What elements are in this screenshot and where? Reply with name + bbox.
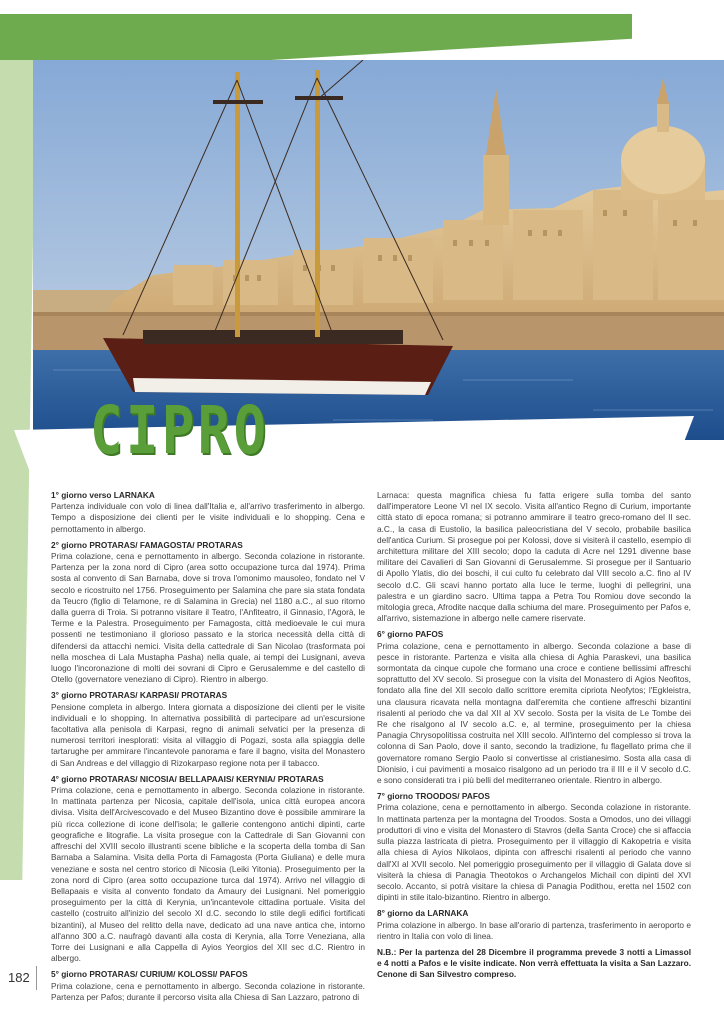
page-number-divider (36, 966, 37, 990)
day-title: 5° giorno PROTARAS/ CURIUM/ KOLOSSI/ PAFOS (51, 969, 248, 980)
day-body: Prima colazione, cena e pernottamento in albergo. Seconda colazione a base di pesce in ristorante. Partenza e visita alla chiesa di Aghia Paraskevi, una basilica sormontata da cinque cupole che formano una croce e contiene bellissimi affreschi soprattutto del XV secolo. Si prosegue con la visita del Monastero di Agios Neofitos, fondato alla fine del XII secolo dallo scrittore eremita cipriota Neofytos; l'Egkleistra, una clausura ricavata nella montagna dall'eremita che contiene affreschi bizantini risalenti al periodo che va dal XII al XV secolo. Sosta per la visita de Le Tombe dei Re che risalgono al IV secolo a.C. e, al termine, proseguimento per la chiesa Panagia Chrysopolitissa costruita nel XIII secolo. All'interno del complesso si trova la colonna di San Paolo, dove il santo, secondo la tradizione, fu flagellato prima che il governatore romano Sergio Paolo si convertisse al cristianesimo. Sosta alla casa di Dionisio, i cui pavimenti a mosaico risalgono ad un periodo tra il III e il V secolo d.C. e sono considerati tra i più belli del mediterraneo orientale. Rientro in albergo. (377, 640, 691, 786)
day-body: Prima colazione in albergo. In base all'orario di partenza, trasferimento in aeroporto e rientro in Italia con volo di linea. (377, 919, 691, 941)
day-body: Prima colazione, cena e pernottamento in albergo. Seconda colazione in ristorante. In mattinata partenza per la montagna del Troodos. Sosta a Omodos, uno dei villaggi produttori di vino e visita del Monastero di Stavros (della Santa Croce) che si affaccia sulla piazza lastricata di pietra. Proseguimento per il villaggio di Kakopetria e visita alla chiesa di Ayios Nikolaos, dipinta con affreschi risalenti al periodo che vanno dall'XI al XVII secolo. Nel pomeriggio proseguimento per il villaggio di Galata dove si visiterà la chiesa di Panagia Theotokos o Archangelos Michail con dipinti del XVI secolo. Accanto, si potrà visitare la chiesa di Panagia Podithou, eretta nel 1502 con dipinti in stile italo-bizantino. Rientro in albergo. (377, 802, 691, 903)
day-body: Larnaca: questa magnifica chiesa fu fatta erigere sulla tomba del santo dall'imperatore Leone VI nel IX secolo. Visita all'antico Regno di Curium, importante città stato di epoca romana; si potranno ammirare il teatro greco-romano del II sec. a.C., la casa di Eustolio, la basilica paleocristiana del V secolo, probabile basilica dell'antica Curium. Si prosegue poi per Kolossi, dove si visiterà il castello, esempio di architettura militare del XIII secolo; dopo la caduta di Acre nel 1291 divenne base militare dei Cavalieri di San Giovanni di Gerusalemme. Si prosegue per il Santuario di Apollo Ylatis, dio dei boschi, il cui culto fu celebrato dal VIII secolo a.C. fino al IV secolo d.C. Gli scavi hanno portato alla luce le terme, luoghi di pellegrini, una palestra e un giardino sacro. Ultima tappa a Petra Tou Romiou dove secondo la mitologia greca, Afrodite nacque dalla schiuma del mare. Proseguimento per Pafos e, all'arrivo, sistemazione in albergo nelle camere riservate. (377, 490, 691, 624)
day-title: 2° giorno PROTARAS/ FAMAGOSTA/ PROTARAS (51, 539, 243, 550)
right-column (377, 490, 691, 981)
itinerary-day (51, 774, 365, 964)
page-number: 182 (8, 970, 30, 985)
page-title: CIPRO (90, 392, 270, 469)
left-column (51, 490, 365, 1008)
day-title: 7° giorno TROODOS/ PAFOS (377, 791, 490, 802)
day-body: Prima colazione, cena e pernottamento in albergo. Seconda colazione in ristorante. Partenza per la zona nord di Cipro (area sotto occupazione turca dal 1974). Prima sosta al convento di San Barnaba, dove si trova l'omonimo mausoleo, fondato nel V secolo e ricostruito nel 1756. Proseguimento per Salamina che pare sia stata fondata da Teucro (figlio di Telamone, re di Salamina in Grecia) nel 1180 a.C., al suo ritorno dalla guerra di Troia. Si potranno visitare il Teatro, l'Anfiteatro, il Ginnasio, l'Agorà, le Terme e la Palestra. Proseguimento per Famagosta, città medioevale le cui mura possenti ne testimoniano il glorioso passato e la storica necessità della città di difendersi da attacchi nemici. Visita della cattedrale di San Nicolao (trasformata poi nella moschea di Lala Mustapha Pasha) nella quale, ai tempi dei Lusignani, aveva luogo l'incoronazione di molti dei sovrani di Cipro e Gerusalemme e del castello di Otello (governatore veneziano di Cipro). Rientro in albergo. (51, 551, 365, 685)
day-body: Prima colazione, cena e pernottamento in albergo. Seconda colazione in ristorante. In mattinata partenza per Nicosia, capitale dell'isola, unica città europea ancora divisa. Visita dell'Arcivescovado e del Museo Bizantino dove è possibile ammirare la più ricca collezione di icone dell'isola; le gallerie contengono antichi dipinti, carte geografiche e litografie. La visita prosegue con la Cattedrale di San Giovanni con affreschi del XVIII secolo illustranti scene bibliche e la scoperta della tomba di San Barnaba a Salamina. Visita della Porta di Famagosta (Porta Giuliana) e delle mura veneziane e sosta nel centro storico di Nicosia (Leiki Yitonia). Proseguimento per la zona nord di Cipro (area sotto occupazione turca dal 1974). Arrivo nel villaggio di Bellapaais e visita al convento fondato da Amaury dei Lusignani. Nel pomeriggio proseguimento per la città di Kerynia, un'incantevole cittadina portuale. Visita del castello (costruito all'inizio del secolo XI d.C. secondo lo stile degli edifici fortificati bizantini), al Museo del relitto della nave, dedicato ad una nave antica che, intorno all'anno 300 a.C. naufragò davanti alla costa di Kerynia, alla Torre Veneziana, alla Torre dei Lusignani e alla Cappella di Ayios Yeorgios del XII sec d.C. Rientro in albergo. (51, 785, 365, 964)
itinerary-day (51, 540, 365, 686)
note-text: N.B.: Per la partenza del 28 Dicembre il programma prevede 3 notti a Limassol e 4 notti a Pafos e le visite indicate. Non verrà effettuata la visita a San Lazzaro. Cenone di San Silvestro compreso. (377, 946, 691, 980)
itinerary-day (377, 791, 691, 903)
itinerary-day (377, 908, 691, 942)
day-title: 1° giorno verso LARNAKA (51, 490, 155, 500)
itinerary-day (377, 629, 691, 786)
hero-photo (33, 60, 724, 440)
itinerary-day (51, 690, 365, 768)
day-title: 3° giorno PROTARAS/ KARPASI/ PROTARAS (51, 690, 228, 701)
day-title: 8° giorno da LARNAKA (377, 908, 469, 919)
itinerary-day-continued (377, 490, 691, 624)
day-title: 6° giorno PAFOS (377, 629, 444, 640)
itinerary-day (51, 969, 365, 1003)
itinerary-day (51, 490, 365, 535)
day-title: 4° giorno PROTARAS/ NICOSIA/ BELLAPAAIS/ KERYNIA/ PROTARAS (51, 773, 324, 784)
day-body: Partenza individuale con volo di linea dall'Italia e, all'arrivo trasferimento in albergo. Tempo a disposizione dei clienti per le visite individuali e lo shopping. Cena e pernottamento in albergo. (51, 501, 365, 534)
day-body: Prima colazione, cena e pernottamento in albergo. Seconda colazione in ristorante. Partenza per Pafos; durante il percorso visita alla Chiesa di San Lazzaro, patrono di (51, 980, 365, 1002)
day-body: Pensione completa in albergo. Intera giornata a disposizione dei clienti per le visite individuali e lo shopping. In alternativa possibilità di partecipare ad un'escursione facoltativa alla penisola di Karpasi, regno di animali selvatici per la presenza di numerosi territori inesplorati: visita al villaggio di Pogazi, sosta alla spiaggia delle tartarughe per ammirare l'incantevole panorama e fare il bagno, visita del Monastero di San Andreas e del villaggio di Rizokarpaso regione nota per il tabacco. (51, 701, 365, 768)
